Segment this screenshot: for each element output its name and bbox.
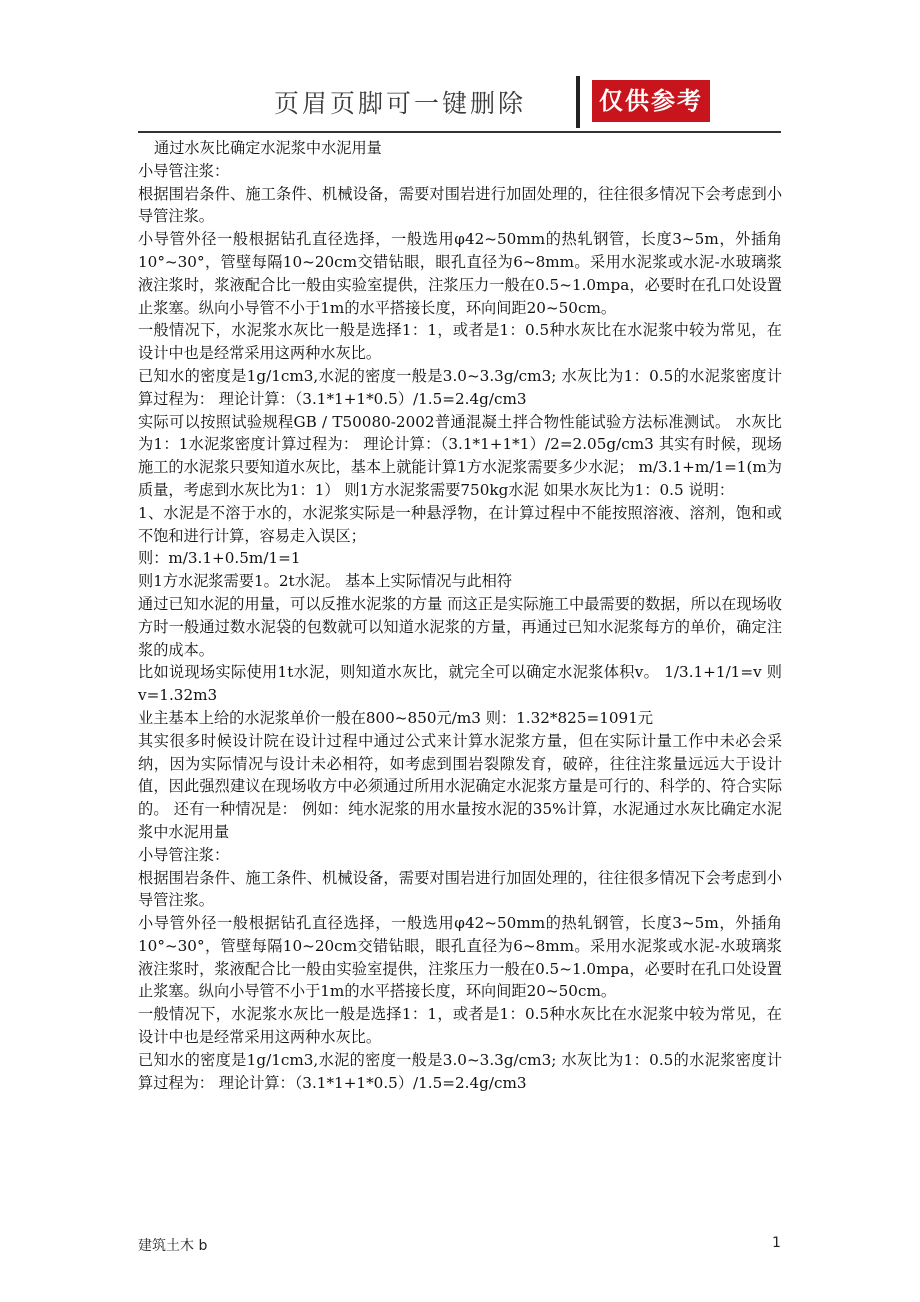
paragraph: 小导管注浆： <box>138 161 230 180</box>
paragraph: 则：m/3.1+0.5m/1=1 <box>138 549 301 568</box>
header-banner-text: 页眉页脚可一键删除 <box>274 89 527 118</box>
paragraph: 实际可以按照试验规程GB / T50080-2002普通混凝土拌合物性能试验方法标准测试。 水灰比为1：1水泥浆密度计算过程为： 理论计算：（3.1*1+1*1）/2=2.05g/cm3 其实有时候，现场施工的水泥浆只要知道水灰比，基本上就能计算1方水泥浆需要多少水泥； m/3.1+m/1=1(m为质量，考虑到水灰比为1：1） 则1方水泥浆需要750kg水泥 如果水灰比为1：0.5 说明： <box>138 412 782 499</box>
paragraph: 1、水泥是不溶于水的，水泥浆实际是一种悬浮物，在计算过程中不能按照溶液、溶剂，饱和或不饱和进行计算，容易走入误区； <box>138 503 782 545</box>
paragraph: 一般情况下，水泥浆水灰比一般是选择1：1，或者是1：0.5种水灰比在水泥浆中较为常见，在设计中也是经常采用这两种水灰比。 <box>138 321 782 363</box>
paragraph: 一般情况下，水泥浆水灰比一般是选择1：1，或者是1：0.5种水灰比在水泥浆中较为常见，在设计中也是经常采用这两种水灰比。 <box>138 1005 782 1047</box>
header-divider <box>576 76 580 128</box>
paragraph: 则1方水泥浆需要1。2t水泥。 基本上实际情况与此相符 <box>138 572 513 591</box>
paragraph: 比如说现场实际使用1t水泥，则知道水灰比，就完全可以确定水泥浆体积v。 1/3.1+1/1=v 则v=1.32m3 <box>138 663 782 705</box>
paragraph: 根据围岩条件、施工条件、机械设备，需要对围岩进行加固处理的，往往很多情况下会考虑到小导管注浆。 <box>138 184 782 226</box>
page-header-banner <box>258 76 710 128</box>
footer-text: 建筑土木 b <box>138 1238 208 1254</box>
paragraph: 通过已知水泥的用量，可以反推水泥浆的方量 而这正是实际施工中最需要的数据，所以在现场收方时一般通过数水泥袋的包数就可以知道水泥浆的方量，再通过已知水泥浆每方的单价，确定注浆的成本。 <box>138 594 782 659</box>
document-title: 通过水灰比确定水泥浆中水泥用量 <box>154 139 382 157</box>
header-rule <box>138 131 781 133</box>
paragraph: 已知水的密度是1g/1cm3,水泥的密度一般是3.0~3.3g/cm3; 水灰比为1：0.5的水泥浆密度计算过程为： 理论计算：（3.1*1+1*0.5）/1.5=2.4g/cm3 <box>138 366 782 408</box>
page-number: 1 <box>772 1235 781 1251</box>
paragraph: 根据围岩条件、施工条件、机械设备，需要对围岩进行加固处理的，往往很多情况下会考虑到小导管注浆。 <box>138 868 782 910</box>
paragraph: 小导管外径一般根据钻孔直径选择，一般选用φ42~50mm的热轧钢管，长度3~5m，外插角10°~30°，管壁每隔10~20cm交错钻眼，眼孔直径为6~8mm。采用水泥浆或水泥-水玻璃浆液注浆时，浆液配合比一般由实验室提供，注浆压力一般在0.5~1.0mpa，必要时在孔口处设置止浆塞。纵向小导管不小于1m的水平搭接长度，环向间距20~50cm。 <box>138 914 782 1001</box>
paragraph: 小导管外径一般根据钻孔直径选择，一般选用φ42~50mm的热轧钢管，长度3~5m，外插角10°~30°，管壁每隔10~20cm交错钻眼，眼孔直径为6~8mm。采用水泥浆或水泥-水玻璃浆液注浆时，浆液配合比一般由实验室提供，注浆压力一般在0.5~1.0mpa，必要时在孔口处设置止浆塞。纵向小导管不小于1m的水平搭接长度，环向间距20~50cm。 <box>138 230 782 317</box>
paragraph: 小导管注浆： <box>138 845 230 864</box>
reference-only-stamp: 仅供参考 <box>592 80 710 122</box>
paragraph: 已知水的密度是1g/1cm3,水泥的密度一般是3.0~3.3g/cm3; 水灰比为1：0.5的水泥浆密度计算过程为： 理论计算：（3.1*1+1*0.5）/1.5=2.4g/cm3 <box>138 1050 782 1092</box>
paragraph: 业主基本上给的水泥浆单价一般在800~850元/m3 则：1.32*825=1091元 <box>138 708 654 727</box>
paragraph: 其实很多时候设计院在设计过程中通过公式来计算水泥浆方量，但在实际计量工作中未必会采纳，因为实际情况与设计未必相符，如考虑到围岩裂隙发育，破碎，往往注浆量远远大于设计值，因此强烈建议在现场收方中必须通过所用水泥确定水泥浆方量是可行的、科学的、符合实际的。 还有一种情况是： 例如：纯水泥浆的用水量按水泥的35%计算，水泥通过水灰比确定水泥浆中水泥用量 <box>138 731 782 841</box>
document-body <box>138 137 782 1094</box>
